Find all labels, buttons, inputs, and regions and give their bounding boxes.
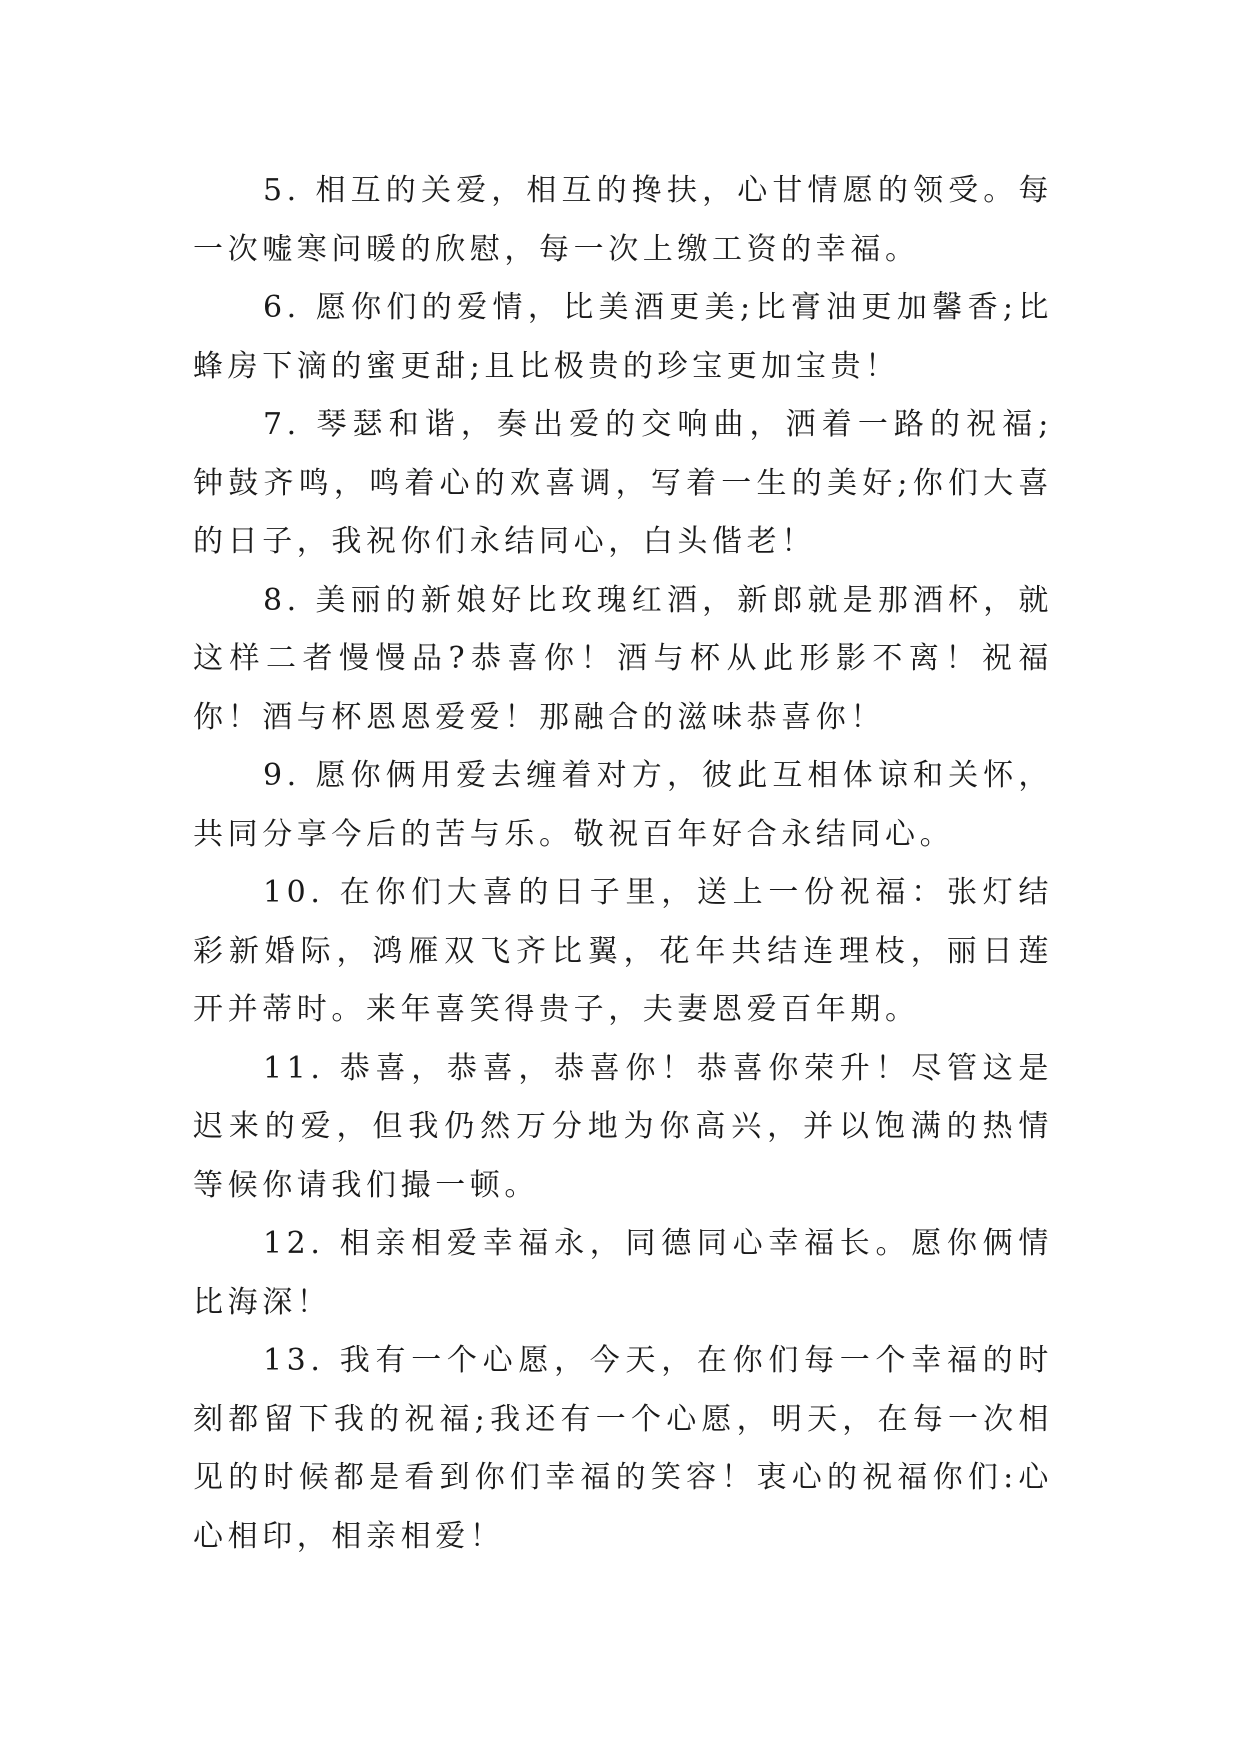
paragraph-9: 9. 愿你俩用爱去缠着对方，彼此互相体谅和关怀，共同分享今后的苦与乐。敬祝百年好合永结同心。 [193, 758, 1053, 852]
paragraph-10: 10. 在你们大喜的日子里，送上一份祝福：张灯结彩新婚际，鸿雁双飞齐比翼，花年共结连理枝，丽日莲开并蒂时。来年喜笑得贵子，夫妻恩爱百年期。 [193, 875, 1053, 1027]
document-page [193, 162, 1053, 1566]
paragraph-13: 13. 我有一个心愿，今天，在你们每一个幸福的时刻都留下我的祝福;我还有一个心愿，明天，在每一次相见的时候都是看到你们幸福的笑容！衷心的祝福你们:心心相印，相亲相爱！ [193, 1343, 1053, 1554]
paragraph-5: 5. 相互的关爱，相互的搀扶，心甘情愿的领受。每一次嘘寒问暖的欣慰，每一次上缴工资的幸福。 [193, 173, 1053, 267]
paragraph-7: 7. 琴瑟和谐，奏出爱的交响曲，洒着一路的祝福;钟鼓齐鸣，鸣着心的欢喜调，写着一生的美好;你们大喜的日子，我祝你们永结同心，白头偕老！ [193, 407, 1053, 559]
paragraph-8: 8. 美丽的新娘好比玫瑰红酒，新郎就是那酒杯，就这样二者慢慢品?恭喜你！酒与杯从此形影不离！祝福你！酒与杯恩恩爱爱！那融合的滋味恭喜你！ [193, 582, 1053, 735]
paragraph-12: 12. 相亲相爱幸福永，同德同心幸福长。愿你俩情比海深！ [193, 1226, 1053, 1320]
paragraph-11: 11. 恭喜，恭喜，恭喜你！恭喜你荣升！尽管这是迟来的爱，但我仍然万分地为你高兴，并以饱满的热情等候你请我们撮一顿。 [193, 1050, 1053, 1203]
paragraph-6: 6. 愿你们的爱情，比美酒更美;比膏油更加馨香;比蜂房下滴的蜜更甜;且比极贵的珍宝更加宝贵！ [193, 290, 1053, 384]
